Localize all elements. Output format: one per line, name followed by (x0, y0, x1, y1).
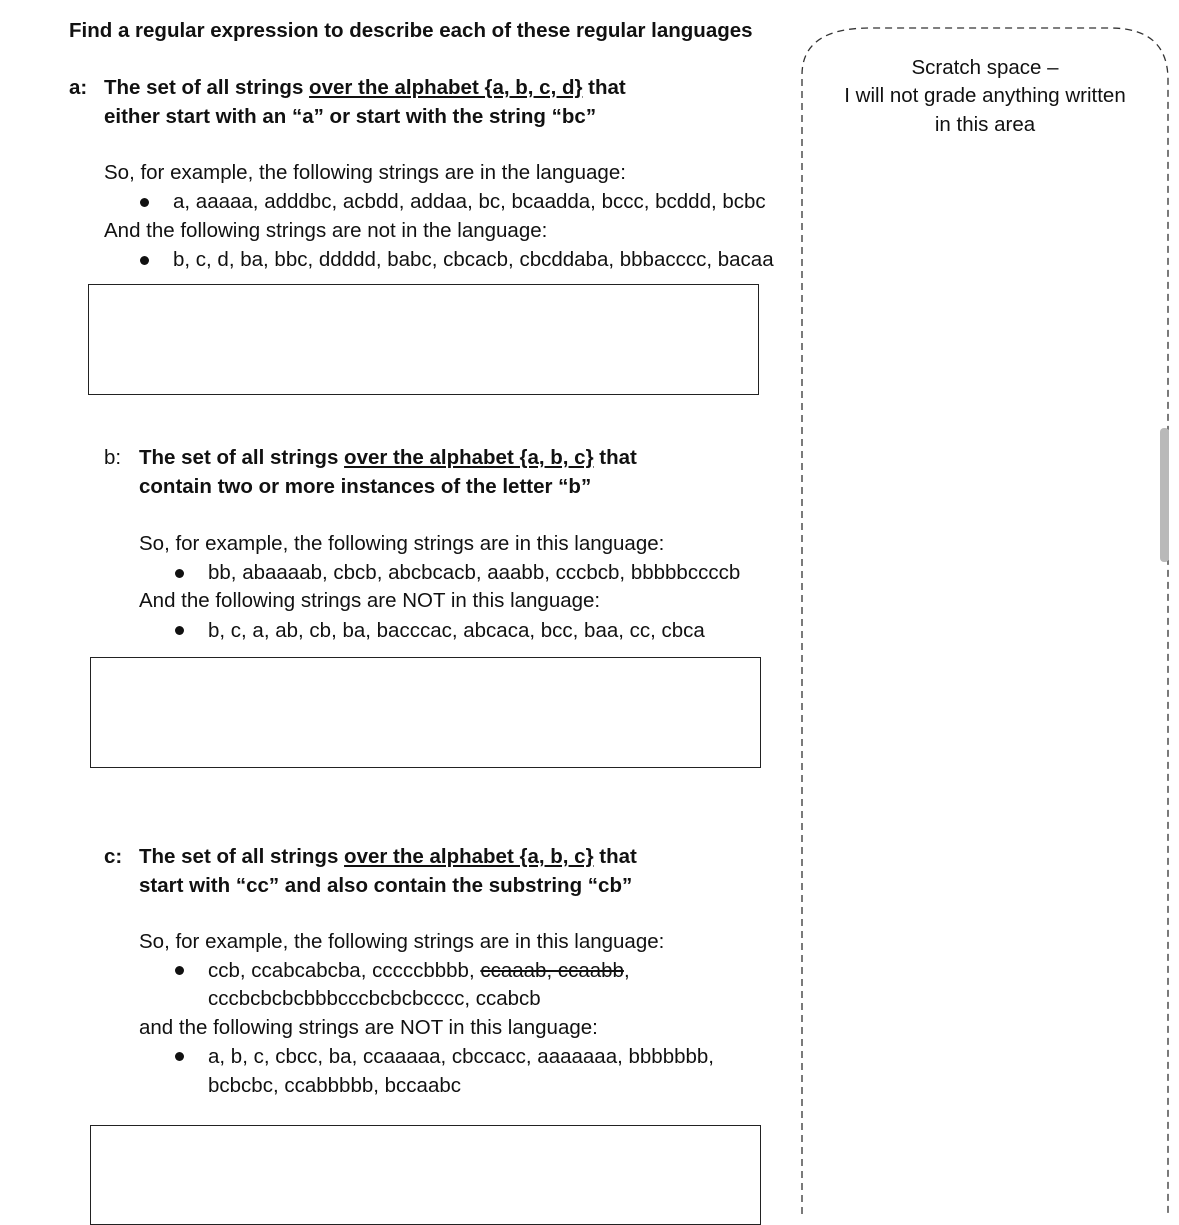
question-b-out-intro: And the following strings are NOT in this language: (139, 589, 601, 612)
question-b-title: The set of all strings over the alphabet {a, b, c} that (139, 446, 637, 469)
question-b-letter: b: (104, 446, 122, 469)
answer-box-b[interactable] (90, 657, 761, 768)
bullet-icon (175, 569, 184, 578)
bullet-icon (140, 198, 149, 207)
question-a-title: The set of all strings over the alphabet {a, b, c, d} that (104, 76, 626, 99)
scrollbar-thumb[interactable] (1160, 428, 1169, 562)
answer-box-a[interactable] (88, 284, 759, 395)
question-a-out-intro: And the following strings are not in the language: (104, 219, 548, 242)
question-c-out-examples: a, b, c, cbcc, ba, ccaaaaa, cbccacc, aaaaaaa, bbbbbbb, (208, 1045, 715, 1068)
scratch-label-line3: in this area (934, 113, 1036, 136)
question-c-title: The set of all strings over the alphabet {a, b, c} that (139, 845, 637, 868)
bullet-icon (175, 1052, 184, 1061)
question-b-title-line2: contain two or more instances of the letter “b” (139, 475, 592, 498)
question-a-out-examples: b, c, d, ba, bbc, ddddd, babc, cbcacb, cbcddaba, bbbacccc, bacaa (173, 248, 774, 271)
question-c-title-line2: start with “cc” and also contain the substring “cb” (139, 874, 633, 897)
question-c-in-intro: So, for example, the following strings are in this language: (139, 930, 665, 953)
bullet-icon (175, 626, 184, 635)
question-c-out-examples-cont: bcbcbc, ccabbbbb, bccaabc (208, 1074, 461, 1097)
question-c-out-intro: and the following strings are NOT in this language: (139, 1016, 598, 1039)
question-a-in-examples: a, aaaaa, adddbc, acbdd, addaa, bc, bcaadda, bccc, bcddd, bcbc (173, 190, 766, 213)
bullet-icon (175, 966, 184, 975)
bullet-icon (140, 256, 149, 265)
answer-box-c[interactable] (90, 1125, 761, 1225)
question-c-letter: c: (104, 845, 123, 868)
page-title: Find a regular expression to describe each of these regular languages (69, 19, 753, 42)
question-c-in-examples: ccb, ccabcabcba, cccccbbbb, ccaaab, ccaabb, (208, 959, 630, 982)
scratch-label-line2: I will not grade anything written (844, 84, 1126, 107)
question-b-in-examples: bb, abaaaab, cbcb, abcbcacb, aaabb, cccbcb, bbbbbccccb (208, 561, 741, 584)
question-a-in-intro: So, for example, the following strings are in the language: (104, 161, 626, 184)
struck-examples: ccaaab, ccaabb (480, 959, 624, 982)
question-b-out-examples: b, c, a, ab, cb, ba, bacccac, abcaca, bcc, baa, cc, cbca (208, 619, 705, 642)
scratch-label-line1: Scratch space – (911, 56, 1059, 79)
question-b-in-intro: So, for example, the following strings are in this language: (139, 532, 665, 555)
question-c-in-examples-cont: cccbcbcbcbbbcccbcbcbcccc, ccabcb (208, 987, 541, 1010)
question-a-letter: a: (69, 76, 88, 99)
question-a-title-line2: either start with an “a” or start with the string “bc” (104, 105, 597, 128)
